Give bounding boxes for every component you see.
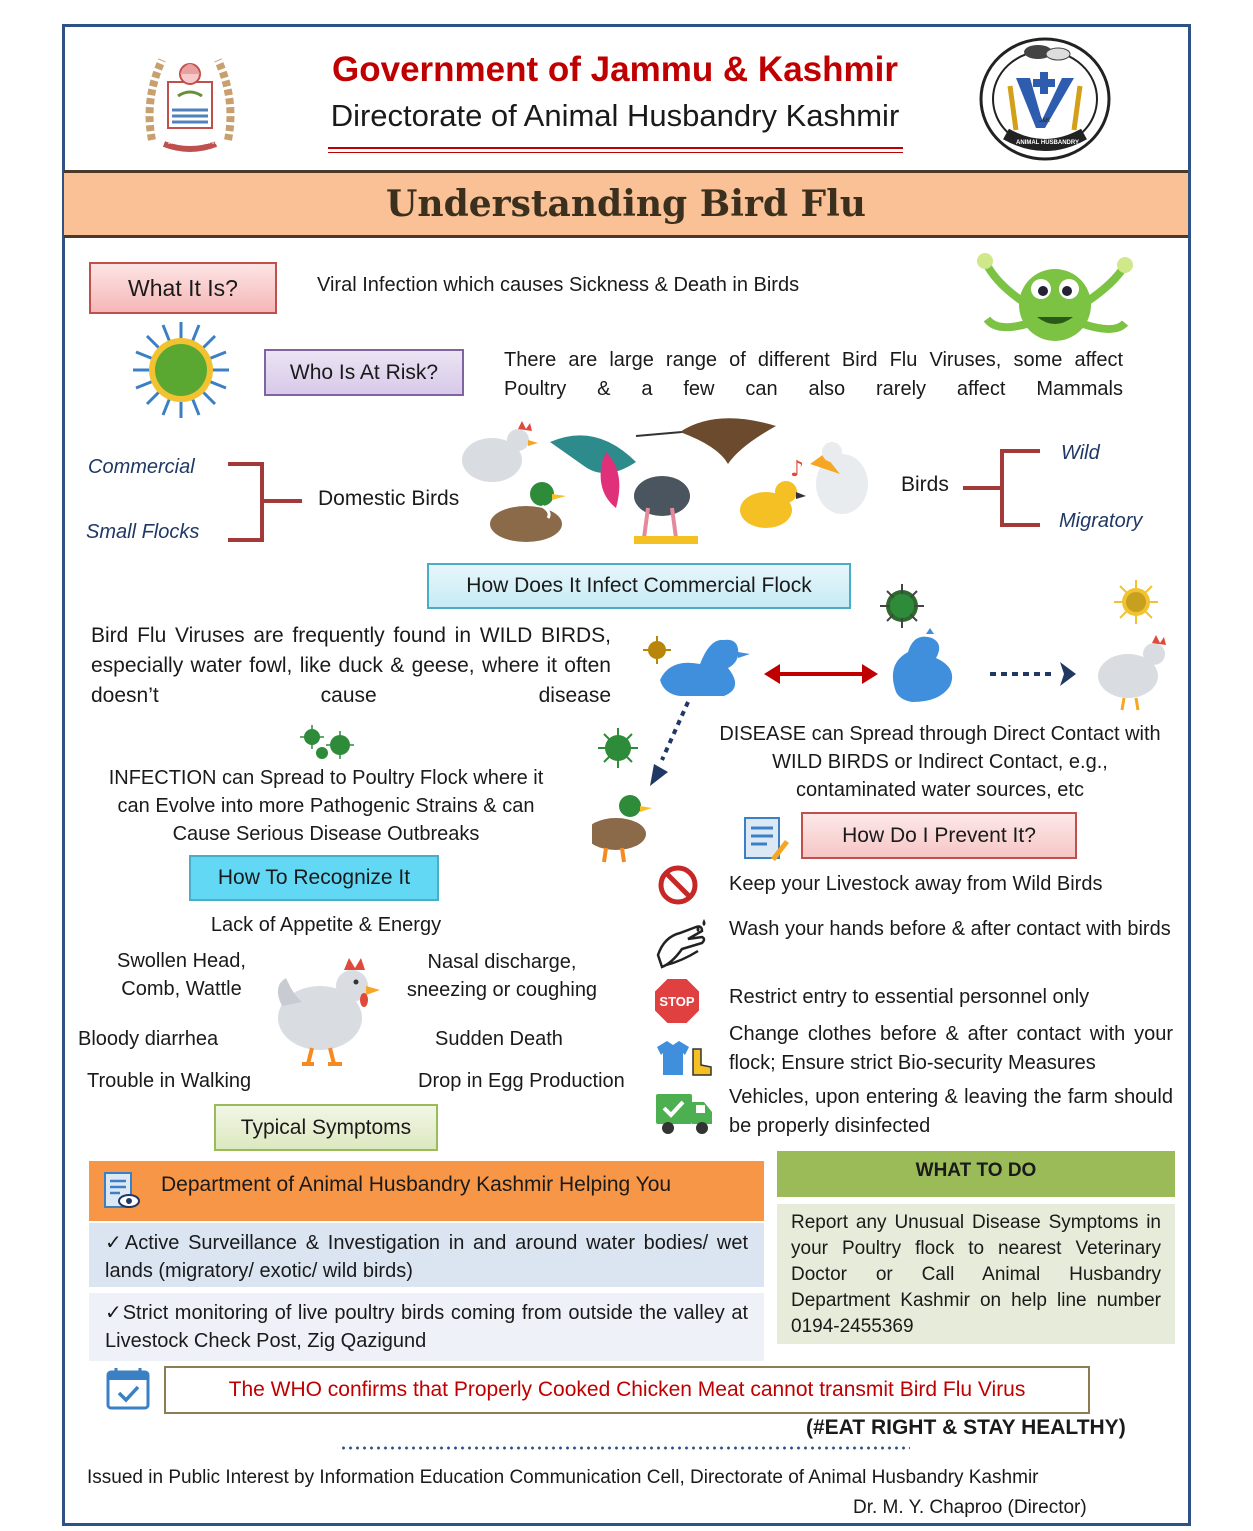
recognize-label: How To Recognize It — [189, 855, 439, 901]
sick-chicken-icon — [272, 956, 382, 1068]
prevent-item-5: Vehicles, upon entering & leaving the farm should be properly disinfected — [729, 1086, 1173, 1137]
svg-text:♪: ♪ — [790, 457, 805, 482]
small-flocks-label: Small Flocks — [86, 521, 200, 543]
wild-label: Wild — [1061, 442, 1100, 464]
prevent-item-1: Keep your Livestock away from Wild Birds — [729, 873, 1103, 895]
department-header — [89, 1161, 764, 1221]
symptom-swollen: Swollen Head, Comb, Wattle — [117, 950, 246, 1000]
symptom-nasal: Nasal discharge, sneezing or coughing — [406, 951, 598, 1001]
no-entry-icon — [655, 863, 701, 907]
domestic-birds-label: Domestic Birds — [318, 487, 460, 510]
what-to-do-header: WHAT TO DO — [777, 1151, 1175, 1197]
clothes-boots-icon — [653, 1037, 713, 1077]
commercial-label: Commercial — [88, 456, 195, 478]
disinfected-truck-icon — [654, 1088, 714, 1136]
dotted-divider — [340, 1444, 910, 1452]
migratory-label: Migratory — [1059, 510, 1143, 532]
birds-bracket — [1000, 449, 1040, 527]
banner-title: Understanding Bird Flu — [64, 170, 1188, 238]
typical-symptoms-label: Typical Symptoms — [214, 1104, 438, 1151]
prevent-label: How Do I Prevent It? — [801, 812, 1077, 859]
virus-icon — [128, 318, 234, 422]
document-eye-icon — [101, 1171, 141, 1211]
symptom-sudden-death: Sudden Death — [435, 1028, 563, 1050]
header-divider-thin — [328, 152, 903, 153]
infection-spread-text: INFECTION can Spread to Poultry Flock where it can Evolve into more Pathogenic Strains & can Cause Serious Disease Outbreaks — [108, 767, 544, 845]
checklist-icon — [741, 814, 789, 862]
logo-caption: ANIMAL HUSBANDRY — [1016, 140, 1079, 146]
prevent-item-3: Restrict entry to essential personnel only — [729, 986, 1090, 1008]
hand-wash-icon — [652, 915, 712, 971]
disease-spread-text: DISEASE can Spread through Direct Contact with WILD BIRDS or Indirect Contact, e.g., contaminated water sources, etc — [719, 723, 1161, 801]
birds-label: Birds — [901, 473, 949, 496]
symptom-walking: Trouble in Walking — [87, 1070, 252, 1092]
prevent-item-4: Change clothes before & after contact with your flock; Ensure strict Bio-security Measures — [729, 1023, 1173, 1074]
emblem-caption: JAMMU & KASHMIR — [168, 140, 225, 146]
what-it-is-text: Viral Infection which causes Sickness & Death in Birds — [317, 274, 800, 296]
symptom-egg-drop: Drop in Egg Production — [418, 1070, 625, 1092]
government-title: Government of Jammu & Kashmir — [332, 50, 898, 89]
prevent-item-2: Wash your hands before & after contact with birds — [729, 918, 1171, 940]
virus-cluster-icon — [296, 723, 362, 763]
directorate-subtitle: Directorate of Animal Husbandry Kashmir — [330, 98, 900, 133]
header-divider — [328, 147, 903, 149]
domestic-bracket-stem — [264, 499, 302, 503]
infect-label: How Does It Infect Commercial Flock — [427, 563, 851, 609]
virus-monster-icon — [975, 243, 1135, 353]
jk-emblem-icon — [142, 40, 238, 160]
birds-group-icon — [456, 412, 876, 554]
stop-sign-text: STOP — [659, 994, 695, 1009]
department-item-2: ✓Strict monitoring of live poultry birds coming from outside the valley at Livestock Check Post, Zig Qazigund — [89, 1293, 764, 1361]
department-item-1: ✓Active Surveillance & Investigation in and around water bodies/ wet lands (migratory/ exotic/ wild birds) — [89, 1223, 764, 1287]
infect-text: Bird Flu Viruses are frequently found in WILD BIRDS, especially water fowl, like duck & geese, where it often doesn’t cause disease — [91, 624, 611, 707]
stop-sign-icon — [652, 976, 702, 1026]
logo-abbr: J&K — [1039, 118, 1051, 124]
infection-arrow-duck-icon — [592, 698, 697, 866]
birds-bracket-stem — [963, 486, 1001, 490]
director-signatory: Dr. M. Y. Chaproo (Director) — [853, 1497, 1087, 1518]
who-at-risk-label: Who Is At Risk? — [264, 349, 464, 396]
transmission-diagram-icon — [640, 568, 1180, 718]
domestic-bracket — [228, 462, 264, 542]
slogan: (#EAT RIGHT & STAY HEALTHY) — [806, 1416, 1126, 1439]
what-it-is-label: What It Is? — [89, 262, 277, 314]
calendar-check-icon — [104, 1366, 152, 1412]
department-title: Department of Animal Husbandry Kashmir Helping You — [161, 1173, 672, 1196]
symptom-appetite: Lack of Appetite & Energy — [210, 914, 442, 936]
who-confirmation-note: The WHO confirms that Properly Cooked Chicken Meat cannot transmit Bird Flu Virus — [164, 1366, 1090, 1414]
animal-husbandry-logo-icon — [976, 36, 1114, 162]
what-to-do-text: Report any Unusual Disease Symptoms in your Poultry flock to nearest Veterinary Doctor or Call Animal Husbandry Department Kashmir on help line number 0194-2455369 — [777, 1204, 1175, 1344]
issued-by-text: Issued in Public Interest by Information Education Communication Cell, Directorate of Animal Husbandry Kashmir — [87, 1467, 1039, 1488]
who-at-risk-text: There are large range of different Bird Flu Viruses, some affect Poultry & a few can also rarely affect Mammals — [504, 349, 1123, 400]
symptom-diarrhea: Bloody diarrhea — [78, 1028, 219, 1050]
